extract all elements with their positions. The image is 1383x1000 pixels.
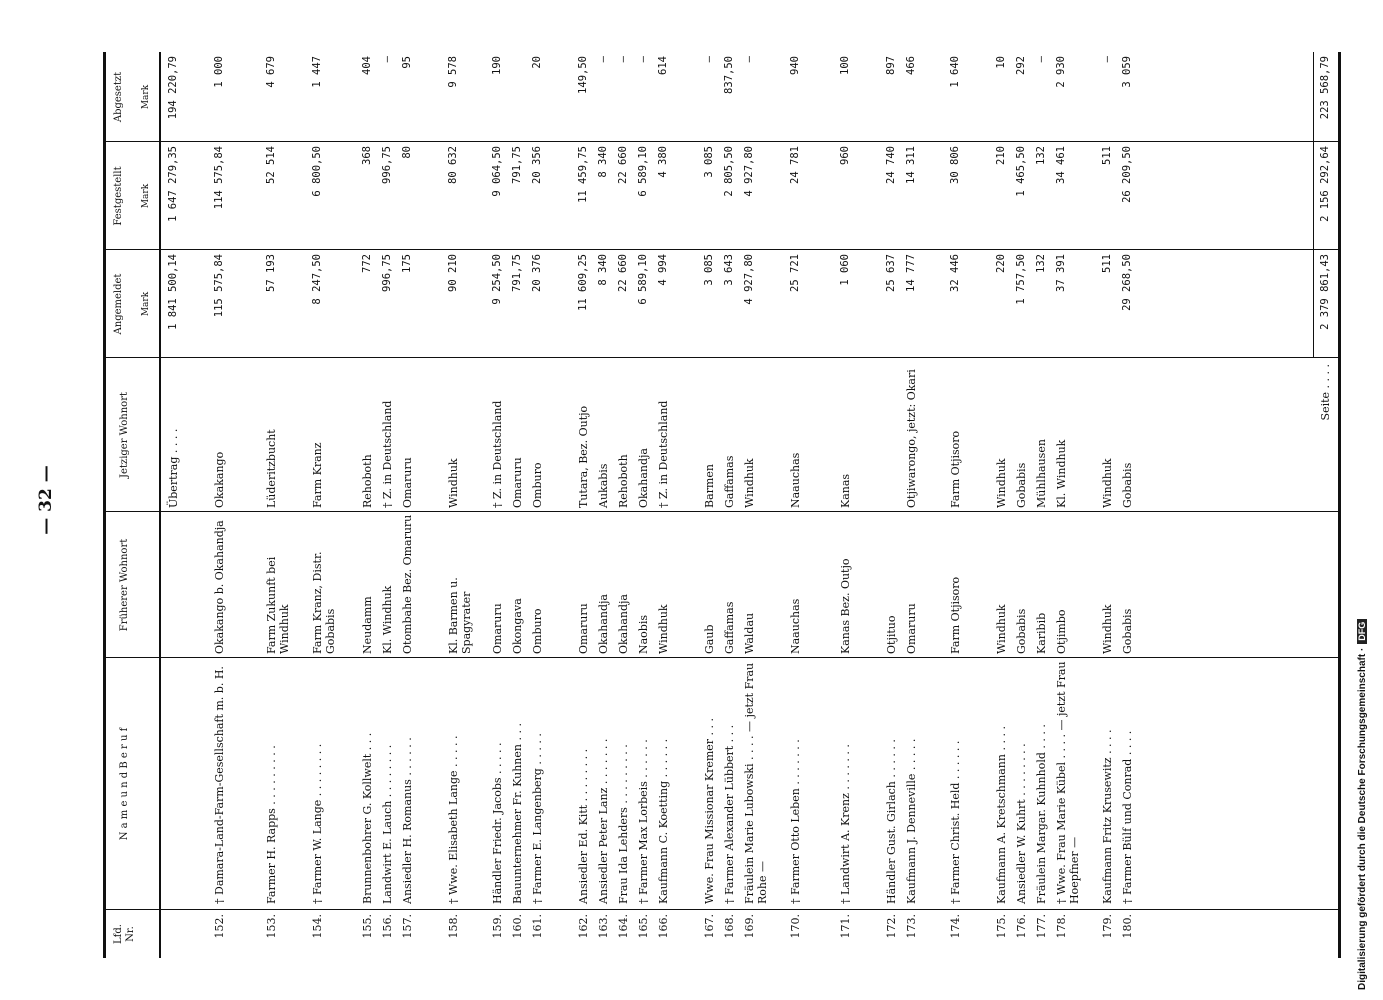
- row-number: 175.: [995, 914, 1008, 939]
- totals-rejected: 223 568,79: [1319, 56, 1331, 120]
- amount-rejected: —: [1035, 56, 1047, 63]
- digitization-credit: [1357, 10, 1368, 990]
- amount-fixed: 80: [401, 146, 413, 159]
- row-number: 179.: [1101, 914, 1114, 939]
- previous-residence: Otjituo: [885, 615, 898, 654]
- row-number: 180.: [1121, 914, 1134, 939]
- amount-rejected: 100: [839, 56, 851, 75]
- amount-fixed: 114 575,84: [213, 146, 225, 210]
- amount-rejected: 95: [401, 56, 413, 69]
- amount-fixed: 1 465,50: [1015, 146, 1027, 197]
- current-residence: Omburo: [531, 462, 544, 508]
- row-number: 156.: [381, 914, 394, 939]
- current-residence: Omaruru: [401, 457, 414, 508]
- row-number: 169.: [743, 914, 756, 939]
- totals-fixed: 2 156 292,64: [1319, 146, 1331, 222]
- row-number: 160.: [511, 914, 524, 939]
- current-residence: Gobabis: [1121, 462, 1134, 508]
- amount-reported: 1 757,50: [1015, 254, 1027, 305]
- amount-fixed: 8 340: [597, 146, 609, 178]
- row-number: 158.: [447, 914, 460, 939]
- amount-rejected: 897: [885, 56, 897, 75]
- amount-reported: 4 994: [657, 254, 669, 286]
- current-residence: Otjiwarongo, jetzt: Okari: [905, 369, 918, 508]
- name-and-profession: Kaufmann J. Denneville . . . . .: [905, 738, 918, 904]
- header-fixed: Festgestellt: [113, 166, 124, 226]
- name-and-profession: † Landwirt A. Krenz . . . . . . .: [839, 744, 852, 904]
- current-residence: Okahandja: [637, 448, 650, 508]
- previous-residence: Omaruru: [577, 603, 590, 654]
- amount-rejected: 837,50: [723, 56, 735, 94]
- row-number: 176.: [1015, 914, 1028, 939]
- row-number: 173.: [905, 914, 918, 939]
- name-and-profession: † Damara-Land-Farm-Gesellschaft m. b. H.: [213, 666, 226, 904]
- amount-rejected: 404: [361, 56, 373, 75]
- amount-reported: 8 340: [597, 254, 609, 286]
- amount-reported: 90 210: [447, 254, 459, 292]
- totals-rule: [1313, 52, 1314, 358]
- row-number: 178.: [1055, 914, 1068, 939]
- name-and-profession: † Farmer Max Lorbeis . . . . . .: [637, 739, 650, 904]
- amount-reported: 4 927,80: [743, 254, 755, 305]
- previous-residence: Okahandja: [617, 594, 630, 654]
- amount-reported: 772: [361, 254, 373, 273]
- current-residence: Okakango: [213, 451, 226, 508]
- row-number: 174.: [949, 914, 962, 939]
- name-and-profession: Händler Friedr. Jacobs . . . . .: [491, 742, 504, 904]
- amount-reported: 37 391: [1055, 254, 1067, 292]
- name-and-profession: Kaufmann C. Koetting . . . . . .: [657, 738, 670, 904]
- amount-reported: 57 193: [265, 254, 277, 292]
- amount-rejected: —: [617, 56, 629, 63]
- row-number: 152.: [213, 914, 226, 939]
- column-rule-6: [103, 141, 1338, 142]
- current-residence: Aukabis: [597, 463, 610, 508]
- previous-residence: Omburo: [531, 608, 544, 654]
- amount-reported: 175: [401, 254, 413, 273]
- amount-rejected: 940: [789, 56, 801, 75]
- amount-reported: 1 060: [839, 254, 851, 286]
- header-previous-residence: Früherer Wohnort: [119, 538, 130, 632]
- amount-rejected: 194 220,79: [167, 56, 179, 120]
- previous-residence: Gobabis: [1121, 608, 1134, 654]
- current-residence: Rehoboth: [361, 454, 374, 508]
- header-reported: Angemeldet: [113, 273, 124, 335]
- amount-fixed: 26 209,50: [1121, 146, 1133, 203]
- amount-rejected: 1 640: [949, 56, 961, 88]
- current-residence: Windhuk: [447, 458, 460, 508]
- amount-rejected: —: [1101, 56, 1113, 63]
- current-residence: † Z. in Deutschland: [381, 400, 394, 508]
- amount-reported: 511: [1101, 254, 1113, 273]
- name-and-profession: Fräulein Marie Lubowski . . . . — jetzt Frau Rohe —: [743, 662, 769, 904]
- row-number: 154.: [311, 914, 324, 939]
- current-residence: Rehoboth: [617, 454, 630, 508]
- previous-residence: Kanas Bez. Outjo: [839, 558, 852, 654]
- amount-fixed: 22 660: [617, 146, 629, 184]
- amount-reported: 3 085: [703, 254, 715, 286]
- current-residence: Windhuk: [743, 458, 756, 508]
- row-number: 159.: [491, 914, 504, 939]
- header-current-residence: Jetziger Wohnort: [119, 392, 130, 479]
- name-and-profession: Wwe. Frau Missionar Kremer . . .: [703, 717, 716, 904]
- column-rule-4: [103, 357, 1338, 358]
- name-and-profession: † Wwe. Elisabeth Lange . . . . .: [447, 735, 460, 904]
- previous-residence: Farm Otjisoro: [949, 576, 962, 654]
- amount-reported: 1 841 500,14: [167, 254, 179, 330]
- amount-fixed: 960: [839, 146, 851, 165]
- amount-rejected: 9 578: [447, 56, 459, 88]
- amount-rejected: 10: [995, 56, 1007, 69]
- unit-rejected: Mark: [141, 84, 151, 110]
- previous-residence: Windhuk: [1101, 604, 1114, 654]
- row-number: 153.: [265, 914, 278, 939]
- previous-residence: Omaruru: [491, 603, 504, 654]
- amount-rejected: —: [597, 56, 609, 63]
- amount-fixed: 34 461: [1055, 146, 1067, 184]
- current-residence: Übertrag . . . .: [167, 428, 180, 508]
- name-and-profession: † Wwe. Frau Marie Kübel . . . . — jetzt Frau Hoepfner —: [1055, 661, 1081, 904]
- amount-fixed: 4 927,80: [743, 146, 755, 197]
- amount-fixed: 11 459,75: [577, 146, 589, 203]
- amount-rejected: 2 930: [1055, 56, 1067, 88]
- amount-reported: 996,75: [381, 254, 393, 292]
- amount-reported: 25 721: [789, 254, 801, 292]
- current-residence: Lüderitzbucht: [265, 429, 278, 508]
- table-top-rule: [103, 52, 106, 958]
- unit-reported: Mark: [141, 291, 151, 317]
- previous-residence: Neudamm: [361, 596, 374, 654]
- previous-residence: Farm Kranz, Distr. Gobabis: [311, 551, 337, 654]
- previous-residence: Okongava: [511, 598, 524, 654]
- totals-label: Seite . . . .: [1319, 364, 1332, 421]
- current-residence: Gaffamas: [723, 455, 736, 508]
- previous-residence: Otjimbo: [1055, 609, 1068, 654]
- previous-residence: Windhuk: [657, 604, 670, 654]
- amount-fixed: 80 632: [447, 146, 459, 184]
- amount-fixed: 14 311: [905, 146, 917, 184]
- name-and-profession: Fräulein Margar. Kuhnhold . . . .: [1035, 724, 1048, 904]
- previous-residence: Gaffamas: [723, 601, 736, 654]
- amount-reported: 32 446: [949, 254, 961, 292]
- column-rule-2: [103, 657, 1338, 658]
- current-residence: Naauchas: [789, 452, 802, 508]
- previous-residence: Naobis: [637, 614, 650, 654]
- amount-fixed: 6 800,50: [311, 146, 323, 197]
- row-number: 161.: [531, 914, 544, 939]
- header-name: N a m e u n d B e r u f: [119, 727, 130, 841]
- amount-fixed: 511: [1101, 146, 1113, 165]
- amount-rejected: —: [703, 56, 715, 63]
- claims-table: [103, 52, 1338, 958]
- name-and-profession: Ansiedler H. Romanus . . . . . .: [401, 737, 414, 904]
- amount-rejected: 1 447: [311, 56, 323, 88]
- amount-fixed: 791,75: [511, 146, 523, 184]
- amount-fixed: 132: [1035, 146, 1047, 165]
- amount-reported: 115 575,84: [213, 254, 225, 318]
- amount-fixed: 2 805,50: [723, 146, 735, 197]
- amount-rejected: 190: [491, 56, 503, 75]
- name-and-profession: † Farmer Christ. Held . . . . . .: [949, 740, 962, 904]
- amount-reported: 6 589,10: [637, 254, 649, 305]
- previous-residence: Windhuk: [995, 604, 1008, 654]
- column-rule-3: [103, 511, 1338, 512]
- name-and-profession: Landwirt E. Lauch . . . . . . . .: [381, 744, 394, 904]
- previous-residence: Kl. Barmen u. Spagyrater: [447, 577, 473, 654]
- amount-fixed: 30 806: [949, 146, 961, 184]
- amount-fixed: 1 647 279,35: [167, 146, 179, 222]
- column-rule-1: [103, 909, 1338, 910]
- current-residence: Barmen: [703, 464, 716, 508]
- amount-rejected: —: [637, 56, 649, 63]
- name-and-profession: † Farmer Bülf und Conrad . . . .: [1121, 730, 1134, 904]
- amount-reported: 20 376: [531, 254, 543, 292]
- current-residence: Mühlhausen: [1035, 439, 1048, 508]
- amount-fixed: 368: [361, 146, 373, 165]
- amount-fixed: 4 380: [657, 146, 669, 178]
- name-and-profession: Kaufmann Fritz Krusewitz . . . .: [1101, 729, 1114, 904]
- previous-residence: Kl. Windhuk: [381, 585, 394, 654]
- amount-reported: 25 637: [885, 254, 897, 292]
- row-number: 165.: [637, 914, 650, 939]
- current-residence: Farm Otjisoro: [949, 430, 962, 508]
- row-number: 163.: [597, 914, 610, 939]
- name-and-profession: Ansiedler Peter Lanz . . . . . . .: [597, 738, 610, 904]
- amount-rejected: 1 000: [213, 56, 225, 88]
- amount-fixed: 24 781: [789, 146, 801, 184]
- previous-residence: Karibib: [1035, 612, 1048, 654]
- amount-fixed: 20 356: [531, 146, 543, 184]
- row-number: 177.: [1035, 914, 1048, 939]
- name-and-profession: Ansiedler W. Kuhrt . . . . . . . .: [1015, 743, 1028, 904]
- amount-fixed: 9 064,50: [491, 146, 503, 197]
- previous-residence: Waldau: [743, 612, 756, 654]
- amount-fixed: 210: [995, 146, 1007, 165]
- row-number: 164.: [617, 914, 630, 939]
- previous-residence: Gaub: [703, 624, 716, 654]
- page-number: — 32 —: [36, 465, 56, 535]
- amount-rejected: —: [743, 56, 755, 63]
- amount-reported: 29 268,50: [1121, 254, 1133, 311]
- amount-reported: 220: [995, 254, 1007, 273]
- amount-rejected: 292: [1015, 56, 1027, 75]
- name-and-profession: † Farmer Otto Leben . . . . . . .: [789, 739, 802, 904]
- name-and-profession: † Farmer W. Lange . . . . . . . .: [311, 743, 324, 904]
- amount-rejected: 3 059: [1121, 56, 1133, 88]
- amount-rejected: 149,50: [577, 56, 589, 94]
- current-residence: Kanas: [839, 473, 852, 508]
- amount-fixed: 6 589,10: [637, 146, 649, 197]
- current-residence: Windhuk: [1101, 458, 1114, 508]
- row-number: 172.: [885, 914, 898, 939]
- name-and-profession: Brunnenbohrer G. Kollwelt . . .: [361, 732, 374, 904]
- current-residence: Tutara, Bez. Outjo: [577, 405, 590, 508]
- row-number: 168.: [723, 914, 736, 939]
- amount-rejected: 614: [657, 56, 669, 75]
- amount-fixed: 52 514: [265, 146, 277, 184]
- name-and-profession: † Farmer Alexander Lübbert . . .: [723, 724, 736, 904]
- current-residence: Windhuk: [995, 458, 1008, 508]
- name-and-profession: Frau Ida Lehders . . . . . . . . .: [617, 744, 630, 904]
- previous-residence: Gobabis: [1015, 608, 1028, 654]
- amount-fixed: 3 085: [703, 146, 715, 178]
- amount-fixed: 24 740: [885, 146, 897, 184]
- amount-reported: 8 247,50: [311, 254, 323, 305]
- previous-residence: Omaruru: [905, 603, 918, 654]
- amount-rejected: 466: [905, 56, 917, 75]
- amount-reported: 14 777: [905, 254, 917, 292]
- previous-residence: Okahandja: [597, 594, 610, 654]
- amount-reported: 22 660: [617, 254, 629, 292]
- header-rejected: Abgesetzt: [113, 71, 124, 123]
- previous-residence: Farm Zukunft bei Windhuk: [265, 556, 291, 654]
- previous-residence: Otombahe Bez. Omaruru: [401, 514, 414, 654]
- amount-rejected: 4 679: [265, 56, 277, 88]
- amount-rejected: —: [381, 56, 393, 63]
- amount-reported: 132: [1035, 254, 1047, 273]
- amount-reported: 11 609,25: [577, 254, 589, 311]
- name-and-profession: Bauunternehmer Fr. Kuhnen . . .: [511, 723, 524, 904]
- header-nr: Lfd. Nr.: [113, 924, 136, 944]
- table-bottom-rule: [1338, 52, 1341, 958]
- amount-rejected: 20: [531, 56, 543, 69]
- current-residence: Omaruru: [511, 457, 524, 508]
- amount-reported: 791,75: [511, 254, 523, 292]
- unit-fixed: Mark: [141, 183, 151, 209]
- name-and-profession: † Farmer E. Langenberg . . . . .: [531, 733, 544, 904]
- current-residence: † Z. in Deutschland: [657, 400, 670, 508]
- name-and-profession: Farmer H. Rapps . . . . . . . . .: [265, 745, 278, 904]
- amount-fixed: 996,75: [381, 146, 393, 184]
- column-rule-5: [103, 249, 1338, 250]
- name-and-profession: Händler Gust. Girlach . . . . . .: [885, 739, 898, 904]
- row-number: 170.: [789, 914, 802, 939]
- current-residence: Gobabis: [1015, 462, 1028, 508]
- row-number: 167.: [703, 914, 716, 939]
- name-and-profession: Kaufmann A. Kretschmann . . . .: [995, 726, 1008, 904]
- header-bottom-rule: [159, 52, 161, 958]
- credit-text: Digitalisierung gefördert durch die Deutsche Forschungsgemeinschaft ·: [1357, 647, 1368, 990]
- amount-reported: 9 254,50: [491, 254, 503, 305]
- row-number: 171.: [839, 914, 852, 939]
- row-number: 166.: [657, 914, 670, 939]
- row-number: 155.: [361, 914, 374, 939]
- previous-residence: Okakango b. Okahandja: [213, 520, 226, 654]
- current-residence: Kl. Windhuk: [1055, 439, 1068, 508]
- current-residence: Farm Kranz: [311, 442, 324, 508]
- totals-reported: 2 379 861,43: [1319, 254, 1331, 330]
- previous-residence: Naauchas: [789, 598, 802, 654]
- amount-reported: 3 643: [723, 254, 735, 286]
- dfg-logo: DFG: [1357, 619, 1367, 644]
- row-number: 162.: [577, 914, 590, 939]
- current-residence: † Z. in Deutschland: [491, 400, 504, 508]
- row-number: 157.: [401, 914, 414, 939]
- name-and-profession: Ansiedler Ed. Kitt . . . . . . . .: [577, 748, 590, 904]
